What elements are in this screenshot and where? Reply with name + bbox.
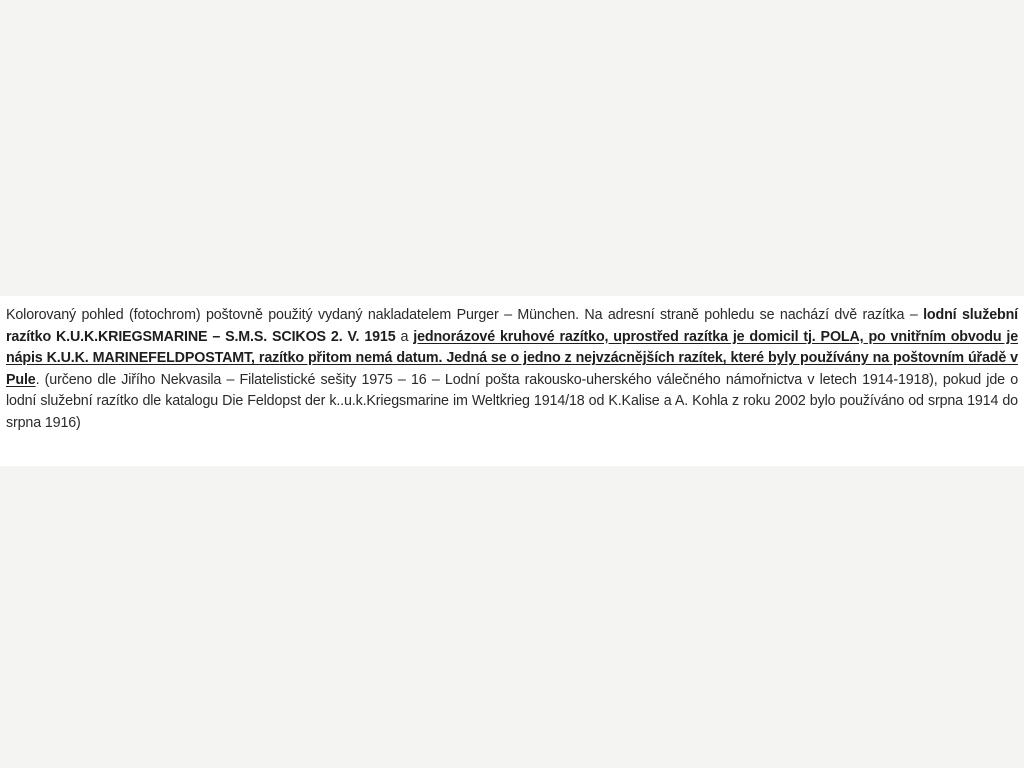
source-note-text: . (určeno dle Jiřího Nekvasila – Filatelistické sešity 1975 – 16 – Lodní pošta rakousko-uherského válečného námořnictva v letech 1914-1918), pokud jde o lodní služební razítko dle katalogu Die Feldopst der k..u.k.Kriegsmarine im Weltkrieg 1914/18 od K.Kalise a A. Kohla z roku 2002 bylo používáno od srpna 1914 do srpna 1916) — [6, 371, 1018, 431]
circular-stamp-underline: jednorázové kruhové razítko, uprostřed razítka je domicil tj. POLA, po vnitřním obvodu je nápis K.U.K. MARINEFELDPOSTAMT, razítko přitom nemá datum. Jedná se o jedno z nejvzácnějších razítek, které byly používány na poštovním úřadě v Pule — [6, 328, 1019, 388]
description-paragraph — [6, 305, 1018, 435]
intro-text: Kolorovaný pohled (fotochrom) poštovně použitý vydaný nakladatelem Purger – München. Na adresní straně pohledu se nachází dvě razítka – — [6, 307, 924, 323]
ship-stamp-text: lodní služební razítko K.U.K.KRIEGSMARINE – S.M.S. SCIKOS 2. V. 1915 — [6, 307, 1018, 345]
conjunction-text: a — [395, 328, 414, 345]
